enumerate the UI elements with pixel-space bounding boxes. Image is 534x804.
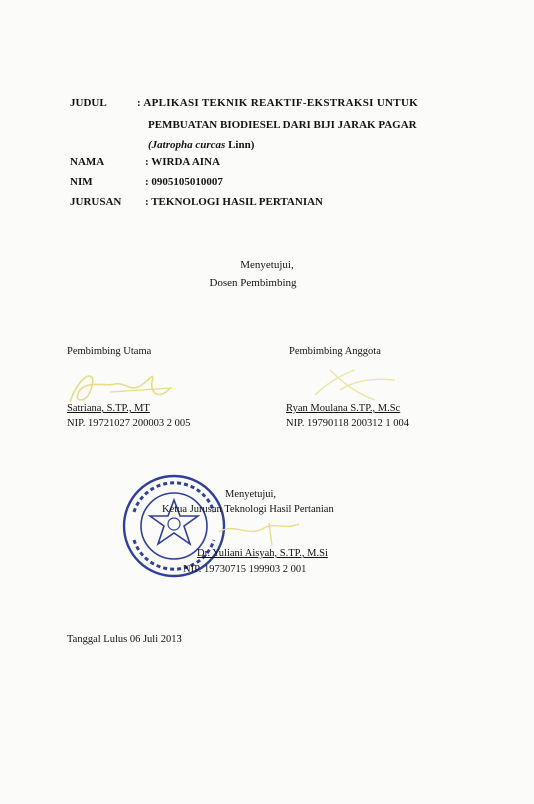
judul-latin-author: Linn) xyxy=(225,139,255,151)
member-advisor-nip: NIP. 19790118 200312 1 004 xyxy=(286,418,409,429)
judul-label: JUDUL xyxy=(70,97,107,109)
main-advisor-nip: NIP. 19721027 200003 2 005 xyxy=(67,418,191,429)
head-name: Dr. Yuliani Aisyah, S.TP., M.Si xyxy=(197,548,328,559)
jurusan-label: JURUSAN xyxy=(70,196,122,208)
graduation-date: Tanggal Lulus 06 Juli 2013 xyxy=(67,634,182,645)
nim-value: : 0905105010007 xyxy=(145,176,223,188)
approval-line-1: Menyetujui, xyxy=(240,259,294,271)
judul-line-3 xyxy=(148,139,254,151)
main-advisor-role: Pembimbing Utama xyxy=(67,346,152,357)
nama-value: : WIRDA AINA xyxy=(145,156,220,168)
member-advisor-name: Ryan Moulana S.TP., M.Sc xyxy=(286,403,401,414)
nama-label: NAMA xyxy=(70,156,105,168)
member-advisor-role: Pembimbing Anggota xyxy=(289,346,381,357)
head-signature xyxy=(214,518,304,548)
member-advisor-signature xyxy=(300,360,410,408)
judul-line-1: : APLIKASI TEKNIK REAKTIF-EKSTRAKSI UNTUK xyxy=(137,97,419,109)
head-approval-line-2: Ketua Jurusan Teknologi Hasil Pertanian xyxy=(162,504,334,515)
approval-line-2: Dosen Pembimbing xyxy=(209,277,297,289)
head-approval-line-1: Menyetujui, xyxy=(225,489,277,500)
main-advisor-name: Satriana, S.TP., MT xyxy=(67,403,150,414)
judul-latin-name: (Jatropha curcas xyxy=(148,139,226,151)
nim-label: NIM xyxy=(70,176,93,188)
judul-line-2: PEMBUATAN BIODIESEL DARI BIJI JARAK PAGAR xyxy=(148,119,417,131)
jurusan-value: : TEKNOLOGI HASIL PERTANIAN xyxy=(145,196,323,208)
head-nip: NIP. 19730715 199903 2 001 xyxy=(183,564,307,575)
